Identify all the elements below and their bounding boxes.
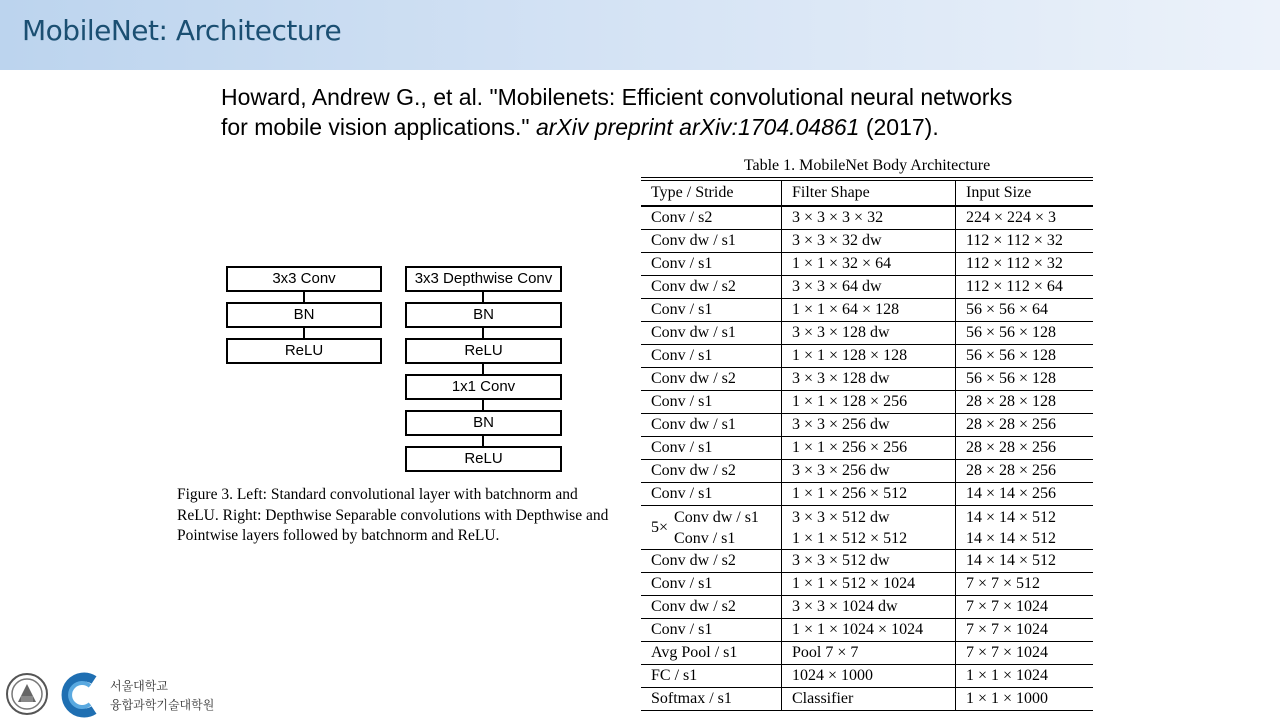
right-bn-block-1: BN — [405, 302, 562, 328]
cell-type-stride: Conv / s1 — [641, 437, 782, 459]
cell-type-stride: Conv dw / s1 — [641, 322, 782, 344]
header-input-size: Input Size — [966, 184, 1032, 201]
connector — [482, 400, 484, 410]
citation-line-1: Howard, Andrew G., et al. "Mobilenets: Efficient convolutional neural networks — [221, 84, 1013, 110]
table-row — [641, 550, 1093, 573]
repeat-cell — [641, 506, 782, 549]
connector — [482, 328, 484, 338]
cell-filter-shape: Pool 7 × 7 — [782, 642, 956, 664]
table-row — [641, 207, 1093, 230]
cell-filter-shape: 1 × 1 × 256 × 256 — [782, 437, 956, 459]
cell-filter-shape: 3 × 3 × 128 dw — [782, 322, 956, 344]
cell-filter-shape: 3 × 3 × 3 × 32 — [782, 207, 956, 229]
cell-input-size: 28 × 28 × 256 — [966, 416, 1057, 433]
cell-filter-shape: 3 × 3 × 256 dw — [782, 460, 956, 482]
right-pwconv-block: 1x1 Conv — [405, 374, 562, 400]
cell-input-size: 14 × 14 × 256 — [966, 485, 1057, 502]
cell-filter-shape: 1024 × 1000 — [782, 665, 956, 687]
cell-input-size: 7 × 7 × 1024 — [966, 598, 1049, 615]
cell-input-size: 56 × 56 × 128 — [966, 324, 1057, 341]
cell-filter-shape: 1 × 1 × 128 × 256 — [782, 391, 956, 413]
table-row — [641, 391, 1093, 414]
left-conv-block: 3x3 Conv — [226, 266, 382, 292]
table-row-repeat — [641, 506, 1093, 550]
repeat-filter-2: 1 × 1 × 512 × 512 — [792, 529, 908, 547]
cell-filter-shape: 3 × 3 × 128 dw — [782, 368, 956, 390]
cell-filter-shape: 1 × 1 × 128 × 128 — [782, 345, 956, 367]
cell-type-stride: Conv / s1 — [641, 483, 782, 505]
architecture-table — [641, 177, 1093, 711]
cell-type-stride: Conv / s2 — [641, 207, 782, 229]
cell-type-stride: Conv dw / s2 — [641, 276, 782, 298]
right-bn-block-2: BN — [405, 410, 562, 436]
cell-type-stride: Conv / s1 — [641, 573, 782, 595]
table-body-b — [641, 550, 1093, 711]
cell-filter-shape: 1 × 1 × 512 × 1024 — [782, 573, 956, 595]
university-name: 서울대학교 — [110, 679, 168, 693]
cell-type-stride: Conv dw / s2 — [641, 550, 782, 572]
table-row — [641, 414, 1093, 437]
convergence-c-logo-icon — [66, 677, 94, 713]
right-relu-block-2: ReLU — [405, 446, 562, 472]
figure-caption: Figure 3. Left: Standard convolutional layer with batchnorm and ReLU. Right: Depthwise Separable convolutions with Depthwise and Pointwise layers followed by batchnorm and ReLU. — [177, 486, 609, 544]
cell-filter-shape: 3 × 3 × 1024 dw — [782, 596, 956, 618]
table-row — [641, 253, 1093, 276]
cell-input-size: 56 × 56 × 128 — [966, 370, 1057, 387]
cell-filter-shape: 1 × 1 × 1024 × 1024 — [782, 619, 956, 641]
table-row — [641, 642, 1093, 665]
cell-input-size: 1 × 1 × 1024 — [966, 667, 1049, 684]
cell-input-size: 7 × 7 × 1024 — [966, 621, 1049, 638]
right-relu-block-1: ReLU — [405, 338, 562, 364]
cell-filter-shape: 1 × 1 × 32 × 64 — [782, 253, 956, 275]
table-row — [641, 299, 1093, 322]
repeat-filter-cell — [782, 506, 956, 549]
table-row — [641, 368, 1093, 391]
repeat-input-2: 14 × 14 × 512 — [966, 529, 1057, 547]
table-row — [641, 230, 1093, 253]
connector — [482, 292, 484, 302]
cell-filter-shape: 3 × 3 × 64 dw — [782, 276, 956, 298]
connector — [482, 436, 484, 446]
table-row — [641, 596, 1093, 619]
connector — [303, 292, 305, 302]
cell-type-stride: Conv dw / s2 — [641, 596, 782, 618]
repeat-type-2: Conv / s1 — [674, 529, 736, 547]
table-row — [641, 460, 1093, 483]
right-dwconv-block: 3x3 Depthwise Conv — [405, 266, 562, 292]
table-header-row — [641, 180, 1093, 207]
table-body-a — [641, 207, 1093, 506]
table-row — [641, 619, 1093, 642]
header-filter-shape: Filter Shape — [782, 181, 956, 205]
repeat-input-cell — [956, 506, 1093, 549]
cell-type-stride: Conv / s1 — [641, 345, 782, 367]
cell-input-size: 56 × 56 × 64 — [966, 301, 1049, 318]
left-bn-block: BN — [226, 302, 382, 328]
citation-venue: arXiv preprint arXiv:1704.04861 — [535, 114, 860, 140]
graduate-school-name: 융합과학기술대학원 — [110, 698, 215, 712]
school-names — [110, 677, 214, 715]
cell-type-stride: FC / s1 — [641, 665, 782, 687]
cell-input-size: 14 × 14 × 512 — [966, 552, 1057, 569]
citation-year: (2017). — [859, 114, 939, 140]
connector — [482, 364, 484, 374]
table-row — [641, 688, 1093, 711]
table-row — [641, 665, 1093, 688]
slide-title: MobileNet: Architecture — [22, 14, 342, 47]
cell-filter-shape: 3 × 3 × 512 dw — [782, 550, 956, 572]
cell-input-size: 28 × 28 × 128 — [966, 393, 1057, 410]
cell-input-size: 112 × 112 × 32 — [966, 255, 1063, 272]
cell-type-stride: Conv / s1 — [641, 299, 782, 321]
cell-type-stride: Conv / s1 — [641, 253, 782, 275]
cell-input-size: 112 × 112 × 64 — [966, 278, 1063, 295]
cell-filter-shape: Classifier — [782, 688, 956, 710]
cell-type-stride: Conv dw / s1 — [641, 414, 782, 436]
table-title: Table 1. MobileNet Body Architecture — [743, 157, 991, 174]
cell-type-stride: Conv dw / s2 — [641, 460, 782, 482]
left-relu-block: ReLU — [226, 338, 382, 364]
cell-filter-shape: 3 × 3 × 32 dw — [782, 230, 956, 252]
repeat-type-1: Conv dw / s1 — [674, 508, 759, 526]
table-row — [641, 276, 1093, 299]
cell-type-stride: Conv / s1 — [641, 619, 782, 641]
table-row — [641, 322, 1093, 345]
header-type-stride: Type / Stride — [641, 181, 782, 205]
cell-input-size: 7 × 7 × 1024 — [966, 644, 1049, 661]
cell-type-stride: Avg Pool / s1 — [641, 642, 782, 664]
snu-emblem-icon — [7, 674, 47, 714]
table-row — [641, 483, 1093, 506]
cell-input-size: 224 × 224 × 3 — [966, 209, 1057, 226]
cell-type-stride: Conv dw / s2 — [641, 368, 782, 390]
connector — [303, 328, 305, 338]
repeat-input-1: 14 × 14 × 512 — [966, 508, 1057, 526]
cell-input-size: 28 × 28 × 256 — [966, 439, 1057, 456]
citation-line-2-plain: for mobile vision applications." — [221, 114, 536, 140]
cell-input-size: 112 × 112 × 32 — [966, 232, 1063, 249]
cell-input-size: 7 × 7 × 512 — [966, 575, 1041, 592]
cell-filter-shape: 1 × 1 × 256 × 512 — [782, 483, 956, 505]
table-row — [641, 437, 1093, 460]
cell-filter-shape: 1 × 1 × 64 × 128 — [782, 299, 956, 321]
cell-filter-shape: 3 × 3 × 256 dw — [782, 414, 956, 436]
cell-type-stride: Conv dw / s1 — [641, 230, 782, 252]
repeat-multiplier: 5× — [651, 518, 669, 536]
cell-type-stride: Conv / s1 — [641, 391, 782, 413]
cell-type-stride: Softmax / s1 — [641, 688, 782, 710]
repeat-filter-1: 3 × 3 × 512 dw — [792, 508, 890, 526]
cell-input-size: 56 × 56 × 128 — [966, 347, 1057, 364]
table-row — [641, 573, 1093, 596]
table-row — [641, 345, 1093, 368]
cell-input-size: 28 × 28 × 256 — [966, 462, 1057, 479]
cell-input-size: 1 × 1 × 1000 — [966, 690, 1049, 707]
